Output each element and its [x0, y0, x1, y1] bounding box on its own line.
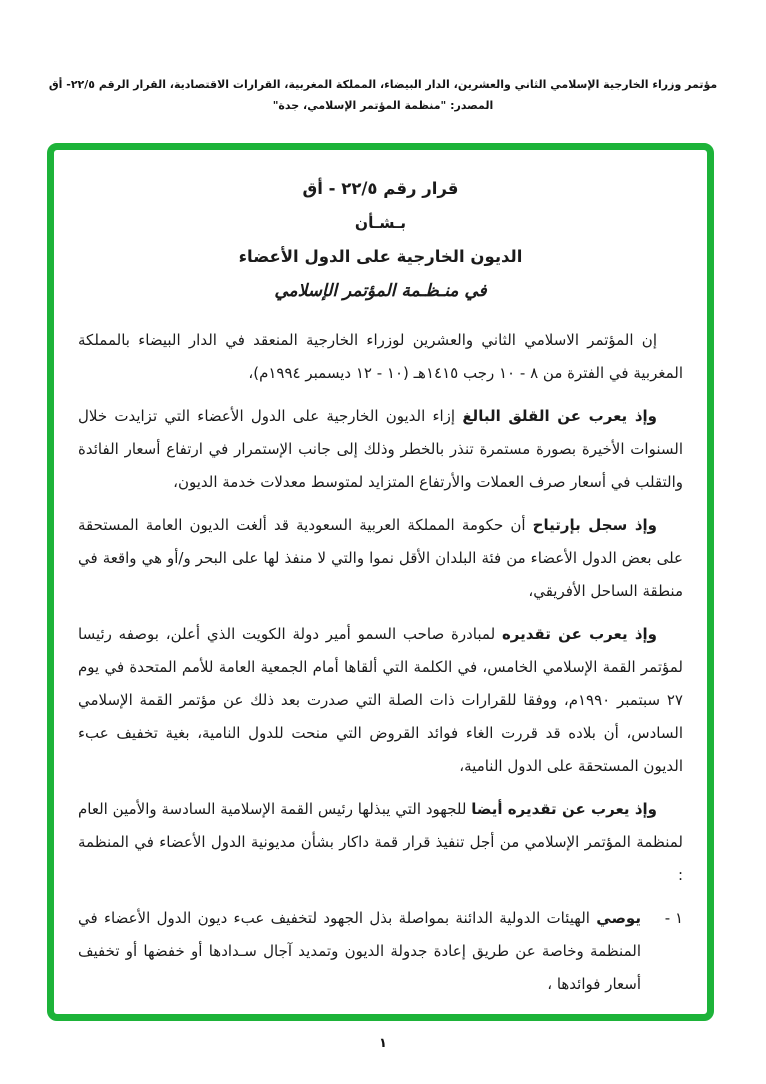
list-item-marker: ١ -	[664, 909, 683, 927]
document-header	[0, 74, 766, 116]
paragraph-text: أن حكومة المملكة العربية السعودية قد ألغت الديون العامة المستحقة على بعض الدول الأعضاء من فئة البلدان الأقل نموا والتي لا منفذ لها على البحر و/أو هي واقعة في منطقة الساحل الأفريقي،	[78, 516, 683, 600]
list-item-rest: الهيئات الدولية الدائنة بمواصلة بذل الجهود لتخفيف عبء ديون الدول الأعضاء في المنظمة وخاصة عن طريق إعادة جدولة الديون وتمديد آجال سـدادها أو خفضها أو تخفيف أسعار فوائدها ،	[78, 909, 641, 993]
header-source: المصدر: "منظمة المؤتمر الإسلامي، جدة"	[272, 99, 494, 112]
title-organization: في منـظـمة المؤتمر الإسلامي	[274, 281, 487, 301]
paragraph-preamble	[78, 324, 683, 390]
paragraph-lead: وإذ سجل بإرتياح	[532, 516, 657, 534]
page-number: ١	[379, 1036, 387, 1051]
resolution-number-title: قرار رقم ٢٢/٥ - أق	[302, 179, 459, 198]
paragraph-appreciation-efforts	[78, 793, 683, 892]
document-content	[54, 150, 707, 1001]
paragraph-satisfaction	[78, 509, 683, 608]
list-item-lead: يوصي	[596, 909, 641, 927]
paragraph-lead: وإذ يعرب عن تقديره أيضا	[471, 800, 658, 818]
document-frame	[47, 143, 714, 1021]
title-regarding: بـشـأن	[354, 214, 407, 232]
paragraph-concern	[78, 400, 683, 499]
paragraph-text: إن المؤتمر الاسلامي الثاني والعشرين لوزراء الخارجية المنعقد في الدار البيضاء بالمملكة المغربية في الفترة من ٨ - ١٠ رجب ١٤١٥هـ (١٠ - ١٢ ديسمبر ١٩٩٤م)،	[78, 331, 683, 382]
paragraph-text: للجهود التي يبذلها رئيس القمة الإسلامية السادسة والأمين العام لمنظمة المؤتمر الإسلامي من أجل تنفيذ قرار قمة داكار بشأن مديونية الدول الأعضاء في المنظمة :	[78, 800, 683, 884]
paragraph-text: إزاء الديون الخارجية على الدول الأعضاء التي تزايدت خلال السنوات الأخيرة بصورة مستمرة تنذر بالخطر وذلك إلى جانب الإستمرار في ارتفاع أسعار الفائدة والتقلب في أسعار صرف العملات والأرتفاع المتزايد لمتوسط معدلات خدمة الديون،	[78, 407, 683, 491]
header-citation: مؤتمر وزراء الخارجية الإسلامي الثاني والعشرين، الدار البيضاء، المملكة المغربية، القرارات الاقتصادية، القرار الرقم ٢٢/٥- أق	[48, 78, 718, 91]
list-item-1	[78, 902, 683, 1001]
title-subject: الديون الخارجية على الدول الأعضاء	[238, 247, 523, 266]
paragraph-lead: وإذ يعرب عن القلق البالغ	[462, 407, 657, 425]
paragraph-lead: وإذ يعرب عن تقديره	[501, 625, 657, 643]
paragraph-appreciation-kuwait	[78, 618, 683, 783]
title-block	[78, 172, 683, 308]
list-item-text	[78, 902, 641, 1001]
paragraph-text: لمبادرة صاحب السمو أمير دولة الكويت الذي أعلن، بوصفه رئيسا لمؤتمر القمة الإسلامي الخامس، في الكلمة التي ألقاها أمام الجمعية العامة للأمم المتحدة في يوم ٢٧ سبتمبر ١٩٩٠م، ووفقا للقرارات ذات الصلة التي صدرت بعد ذلك عن مؤتمر القمة الإسلامي السادس، أن بلاده قد قررت الغاء فوائد القروض التي منحت للدول النامية، بغية تخفيف عبء الديون المستحقة على الدول النامية،	[78, 625, 683, 775]
